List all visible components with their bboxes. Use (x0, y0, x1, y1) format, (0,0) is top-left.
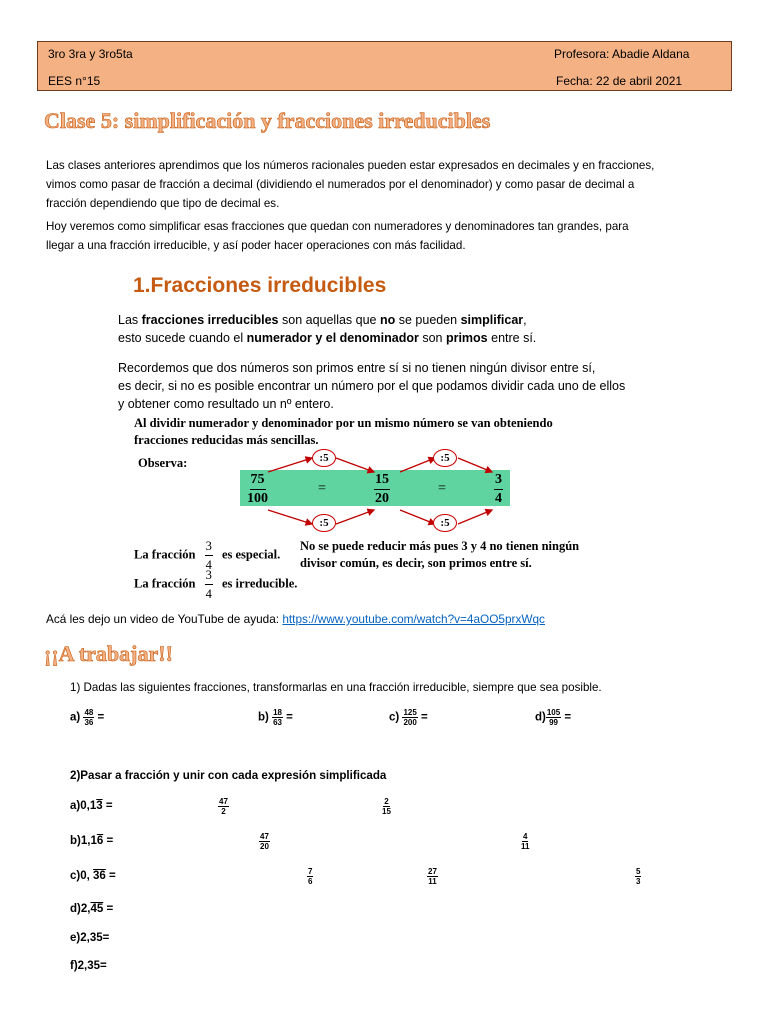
definition-line-1: Las fracciones irreducibles son aquellas que no se pueden simplificar, (118, 313, 527, 327)
divide-by-5-badge: :5 (433, 449, 457, 467)
section-heading: 1.Fracciones irreducibles (133, 274, 387, 297)
equals-sign: = (318, 481, 326, 496)
example-line-1: Al dividir numerador y denominador por un mismo número se van obteniendo (134, 416, 553, 430)
divide-by-5-badge: :5 (312, 514, 336, 532)
equals-sign: = (438, 481, 446, 496)
page-title: Clase 5: simplificación y fracciones irreducibles (44, 108, 491, 133)
exercise-2-item-e: e)2,35= (70, 932, 110, 944)
work-title: ¡¡A trabajar!! (44, 641, 173, 666)
intro-line: Hoy veremos como simplificar esas fracciones que quedan con numeradores y denominadores tan grandes, para (46, 220, 629, 233)
match-fraction: $\frac{4}{11}$ (521, 832, 530, 851)
fraction-75-100: $\frac{75}{100}$ (247, 472, 268, 506)
exercise-2-prompt: 2)Pasar a fracción y unir con cada expresión simplificada (70, 769, 387, 782)
fraction-3-4: $\frac{3}{4}$ (495, 472, 502, 506)
definition-line-2: esto sucede cuando el numerador y el denominador son primos entre sí. (118, 331, 537, 345)
match-fraction: $\frac{5}{3}$ (636, 867, 641, 886)
example-line-2: fracciones reducidas más sencillas. (134, 433, 319, 447)
note-line-2: divisor común, es decir, son primos entre sí. (300, 556, 532, 570)
exercise-1-prompt: 1) Dadas las siguientes fracciones, transformarlas en una fracción irreducible, siempre que sea posible. (70, 681, 602, 694)
exercise-2-item-c: c)0, 36 = (70, 870, 116, 882)
intro-paragraph-1 (46, 156, 726, 213)
recall-line-3: y obtener como resultado un nº entero. (118, 397, 334, 411)
date-label: Fecha: 22 de abril 2021 (556, 74, 683, 88)
youtube-link[interactable]: https://www.youtube.com/watch?v=4aOO5prxWqc (282, 612, 545, 626)
exercise-2-item-d: d)2,45 = (70, 903, 114, 915)
observa-label: Observa: (138, 456, 188, 470)
school-label: EES n°15 (48, 74, 101, 88)
divide-by-5-badge: :5 (433, 514, 457, 532)
intro-line: llegar a una fracción irreducible, y así poder hacer operaciones con más facilidad. (46, 239, 466, 252)
intro-line: vimos como pasar de fracción a decimal (dividiendo el numerados por el denominador) y como pasar de decimal a (46, 178, 635, 191)
teacher-label: Profesora: Abadie Aldana (554, 47, 690, 61)
exercise-1-item-c: c) $\frac{125}{200}$ = (389, 708, 428, 727)
divide-by-5-badge: :5 (312, 449, 336, 467)
exercise-2-item-a: a)0,13 = (70, 800, 113, 812)
video-line: Acá les dejo un video de YouTube de ayuda: https://www.youtube.com/watch?v=4aOO5prxWqc (46, 612, 545, 626)
match-fraction: $\frac{2}{15}$ (382, 797, 391, 816)
exercise-2-item-b: b)1,16 = (70, 835, 114, 847)
course-label: 3ro 3ra y 3ro5ta (48, 47, 133, 61)
recall-line-1: Recordemos que dos números son primos entre sí si no tienen ningún divisor entre sí, (118, 361, 596, 375)
intro-paragraph-2 (46, 217, 726, 255)
intro-line: Las clases anteriores aprendimos que los números racionales pueden estar expresados en decimales y en fracciones, (46, 159, 655, 172)
exercise-2-item-f: f)2,35= (70, 960, 107, 972)
match-fraction: $\frac{47}{20}$ (260, 832, 269, 851)
intro-line: fracción dependiendo que tipo de decimal es. (46, 197, 280, 210)
match-fraction: $\frac{47}{2}$ (219, 797, 228, 816)
header-box (37, 41, 732, 91)
recall-line-2: es decir, si no es posible encontrar un número por el que podamos dividir cada uno de ellos (118, 379, 626, 393)
match-fraction: $\frac{27}{11}$ (428, 867, 437, 886)
exercise-1-item-d: d) $\frac{105}{99}$ = (535, 708, 572, 727)
match-fraction: $\frac{7}{6}$ (308, 867, 313, 886)
note-line-1: No se puede reducir más pues 3 y 4 no tienen ningún (300, 539, 580, 553)
irreducible-fraction-line: La fracción $\frac{3}{4}$ es irreducible. (134, 568, 298, 601)
exercise-1-item-a: a) $\frac{48}{36}$ = (70, 708, 105, 727)
fraction-15-20: $\frac{15}{20}$ (375, 472, 389, 506)
exercise-1-item-b: b) $\frac{18}{63}$ = (258, 708, 293, 727)
special-fraction-line: La fracción $\frac{3}{4}$ es especial. (134, 539, 281, 572)
